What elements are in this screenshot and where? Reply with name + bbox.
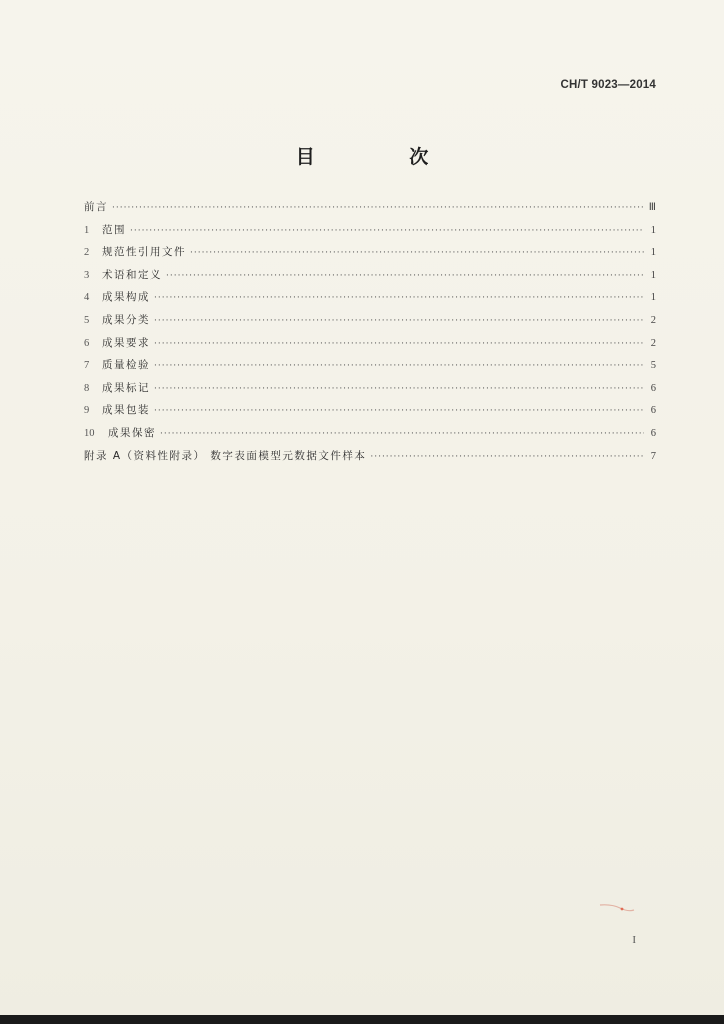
toc-page-number: Ⅲ bbox=[648, 202, 656, 213]
toc-section-number: 9 bbox=[84, 405, 90, 417]
toc-section-number: 8 bbox=[84, 382, 90, 394]
toc-section-number: 6 bbox=[84, 337, 90, 349]
toc-section-number: 7 bbox=[84, 360, 90, 372]
toc-label: 术语和定义 bbox=[102, 268, 162, 281]
toc-leader-dots bbox=[130, 226, 644, 236]
toc-page-number: 1 bbox=[650, 224, 656, 236]
toc-page-number: 6 bbox=[650, 382, 656, 394]
toc-section-number: 5 bbox=[84, 314, 90, 326]
toc-leader-dots bbox=[190, 248, 644, 258]
toc-section-number: 10 bbox=[84, 427, 95, 439]
toc-page-number: 2 bbox=[650, 314, 656, 326]
toc-entry-foreword[interactable] bbox=[84, 199, 656, 222]
toc-leader-dots bbox=[154, 384, 644, 394]
toc-entry-confidentiality[interactable] bbox=[84, 425, 656, 448]
toc-leader-dots bbox=[154, 316, 644, 326]
toc-label: 成果保密 bbox=[108, 426, 156, 439]
toc-entry-scope[interactable] bbox=[84, 222, 656, 245]
toc-leader-dots bbox=[154, 339, 644, 349]
red-ink-mark bbox=[598, 902, 638, 912]
toc-label: 成果要求 bbox=[102, 336, 150, 349]
toc-entry-appendix-a[interactable] bbox=[84, 448, 656, 471]
toc-leader-dots bbox=[154, 293, 644, 303]
toc-label: 成果包装 bbox=[102, 404, 150, 417]
toc-label: 附录 A（资料性附录） 数字表面模型元数据文件样本 bbox=[84, 449, 367, 462]
toc-page-number: 6 bbox=[650, 405, 656, 417]
toc-leader-dots bbox=[166, 271, 644, 281]
toc-label: 规范性引用文件 bbox=[102, 246, 186, 259]
toc-label: 质量检验 bbox=[102, 359, 150, 372]
toc-page-number: 7 bbox=[650, 450, 656, 462]
scan-bottom-edge bbox=[0, 1015, 724, 1024]
toc-label: 前言 bbox=[84, 201, 108, 213]
toc-label: 范围 bbox=[102, 223, 126, 236]
standard-code: CH/T 9023—2014 bbox=[560, 79, 656, 91]
toc-leader-dots bbox=[154, 361, 644, 371]
toc-entry-marking[interactable] bbox=[84, 380, 656, 403]
toc-leader-dots bbox=[370, 452, 644, 462]
toc-entry-normative-references[interactable] bbox=[84, 244, 656, 267]
page-title: 目 次 bbox=[295, 146, 473, 168]
toc-section-number: 1 bbox=[84, 224, 90, 236]
toc-label: 成果标记 bbox=[102, 381, 150, 394]
toc-entry-composition[interactable] bbox=[84, 289, 656, 312]
toc-leader-dots bbox=[154, 406, 644, 416]
toc-entry-quality-inspection[interactable] bbox=[84, 357, 656, 380]
toc-entry-classification[interactable] bbox=[84, 312, 656, 335]
toc-leader-dots bbox=[112, 203, 644, 213]
toc-page-number: 6 bbox=[650, 427, 656, 439]
page-number: I bbox=[632, 934, 636, 946]
toc-page-number: 1 bbox=[650, 292, 656, 304]
toc-entry-requirements[interactable] bbox=[84, 335, 656, 358]
toc-section-number: 4 bbox=[84, 292, 90, 304]
toc-page-number: 1 bbox=[650, 247, 656, 259]
table-of-contents bbox=[84, 199, 656, 470]
toc-section-number: 3 bbox=[84, 269, 90, 281]
toc-section-number: 2 bbox=[84, 247, 90, 259]
toc-page-number: 5 bbox=[650, 360, 656, 372]
toc-label: 成果构成 bbox=[102, 291, 150, 304]
toc-leader-dots bbox=[160, 429, 644, 439]
toc-entry-terms-definitions[interactable] bbox=[84, 267, 656, 290]
toc-page-number: 2 bbox=[650, 337, 656, 349]
toc-label: 成果分类 bbox=[102, 313, 150, 326]
toc-entry-packaging[interactable] bbox=[84, 402, 656, 425]
toc-page-number: 1 bbox=[650, 269, 656, 281]
